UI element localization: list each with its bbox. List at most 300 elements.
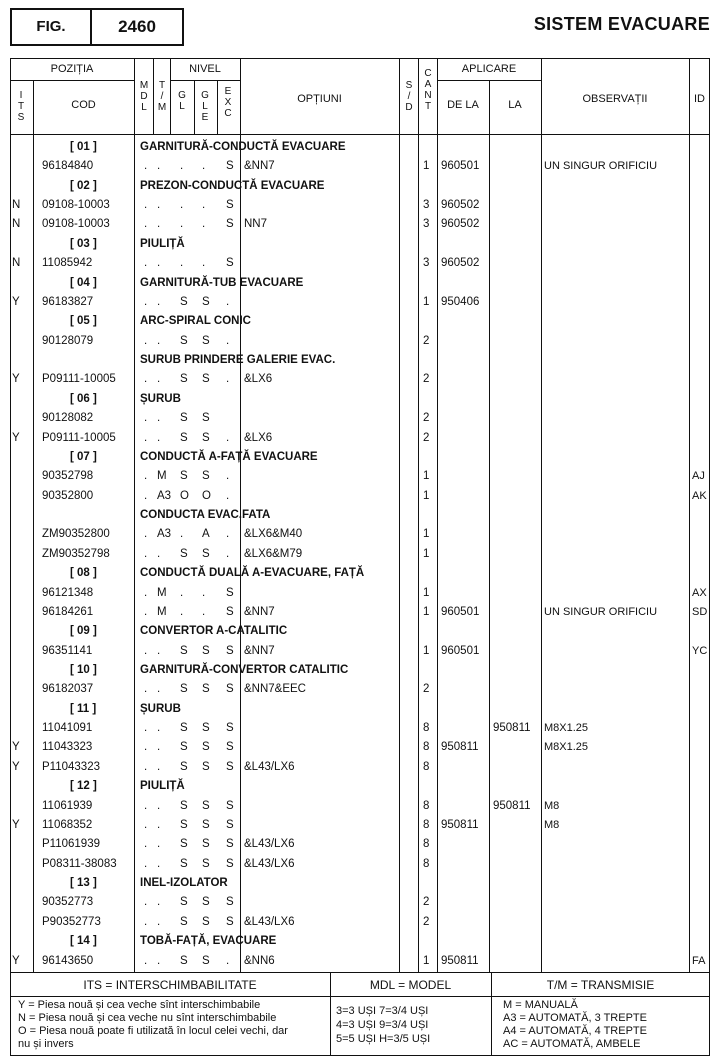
row-gl: . (180, 605, 184, 618)
row-from-date: 950811 (441, 741, 479, 754)
row-exc: S (226, 741, 234, 754)
row-quantity: 1 (423, 470, 430, 483)
row-gle: S (202, 431, 210, 444)
row-from-date: 960501 (441, 160, 480, 173)
position-number: [ 11 ] (70, 702, 97, 715)
row-its: Y (12, 954, 20, 967)
row-gle: . (202, 586, 206, 599)
header-nivel: NIVEL (189, 63, 221, 75)
row-quantity: 3 (423, 218, 430, 231)
position-number: [ 01 ] (70, 141, 97, 153)
row-from-date: 960501 (441, 605, 480, 618)
row-exc: S (226, 199, 234, 212)
row-mdl: . (144, 818, 148, 831)
row-code: 96351141 (42, 644, 93, 657)
row-gl: S (180, 760, 188, 773)
part-description: ARC-SPIRAL CONIC (140, 315, 251, 328)
row-tm: . (157, 915, 161, 928)
row-exc: . (226, 334, 230, 347)
row-quantity: 8 (423, 838, 430, 851)
part-description: ȘURUB (140, 392, 181, 405)
header-optiuni: OPȚIUNI (297, 93, 342, 105)
row-gle: S (202, 741, 210, 754)
header-exc: E X C (224, 86, 232, 119)
row-gle: S (202, 896, 210, 909)
row-exc: S (226, 838, 234, 851)
row-code: 90128082 (42, 412, 94, 425)
row-exc: . (226, 489, 230, 502)
row-exc: S (226, 605, 234, 618)
row-exc: S (226, 722, 234, 735)
row-exc: . (226, 373, 230, 386)
row-exc: S (226, 799, 234, 812)
row-to-date: 950811 (493, 799, 531, 812)
position-number: [ 12 ] (70, 780, 97, 793)
row-exc: . (226, 470, 230, 483)
footer-title-line (10, 996, 710, 997)
row-quantity: 1 (423, 160, 430, 173)
row-code: 90352800 (42, 489, 94, 502)
row-quantity: 1 (423, 547, 430, 560)
row-tm: . (157, 644, 161, 657)
row-options: &L43/LX6 (244, 915, 295, 928)
row-gl: S (180, 741, 188, 754)
row-code: 11043323 (42, 741, 93, 754)
row-gl: S (180, 896, 188, 909)
row-quantity: 1 (423, 295, 430, 308)
row-mdl: . (144, 373, 148, 386)
col-line (541, 58, 542, 972)
row-code: P11043323 (42, 760, 100, 773)
row-id: SD (692, 605, 708, 618)
row-tm: . (157, 857, 161, 870)
part-description: PIULIȚĂ (140, 780, 185, 793)
position-number: [ 13 ] (70, 877, 97, 890)
row-code: P09111-10005 (42, 431, 116, 444)
fig-number: 2460 (118, 17, 156, 36)
col-line (437, 58, 438, 972)
row-tm: M (157, 586, 167, 599)
row-its: Y (12, 431, 20, 444)
row-options: &NN7 (244, 605, 275, 618)
row-gl: O (180, 489, 189, 502)
footer-top-line (10, 972, 710, 973)
row-quantity: 8 (423, 857, 430, 870)
header-aplicare: APLICARE (461, 63, 517, 75)
row-mdl: . (144, 470, 148, 483)
row-quantity: 8 (423, 741, 430, 754)
row-gl: S (180, 915, 188, 928)
row-tm: . (157, 760, 161, 773)
row-tm: . (157, 412, 161, 425)
header-cod: COD (71, 99, 96, 111)
row-options: &NN7 (244, 160, 275, 173)
row-observations: UN SINGUR ORIFICIU (544, 160, 658, 173)
row-code: 96121348 (42, 586, 94, 599)
part-description: CONDUCTĂ A-FAȚĂ EVACUARE (140, 450, 318, 463)
row-gle: S (202, 547, 210, 560)
row-options: &LX6 (244, 373, 273, 386)
header-divider (10, 80, 134, 81)
row-exc: . (226, 547, 230, 560)
part-description: PREZON-CONDUCTĂ EVACUARE (140, 179, 325, 192)
header-its: I T S (17, 90, 25, 123)
row-quantity: 8 (423, 760, 430, 773)
row-gle: S (202, 799, 210, 812)
row-its: N (12, 218, 21, 231)
row-gle: . (202, 199, 206, 212)
row-observations: M8 (544, 818, 560, 831)
row-observations: M8X1.25 (544, 722, 589, 735)
row-quantity: 1 (423, 605, 430, 618)
header-pozitia: POZIȚIA (50, 63, 94, 75)
col-line (194, 80, 195, 134)
row-gle: S (202, 838, 210, 851)
row-gl: . (180, 199, 184, 212)
row-from-date: 950406 (441, 295, 480, 308)
position-number: [ 06 ] (70, 392, 97, 405)
row-quantity: 8 (423, 818, 430, 831)
col-line (153, 58, 154, 134)
row-exc: S (226, 257, 234, 270)
row-gle: S (202, 683, 210, 696)
header-la: LA (508, 99, 522, 111)
part-description: GARNITURĂ-CONVERTOR CATALITIC (140, 663, 349, 676)
row-tm: M (157, 470, 167, 483)
row-gl: S (180, 431, 188, 444)
position-number: [ 14 ] (70, 935, 97, 948)
row-mdl: . (144, 683, 148, 696)
row-id: AJ (692, 470, 705, 483)
row-code: 90128079 (42, 334, 94, 347)
row-quantity: 1 (423, 489, 430, 502)
row-mdl: . (144, 644, 148, 657)
row-code: P90352773 (42, 915, 101, 928)
part-description: CONDUCTĂ DUALĂ A-EVACUARE, FAȚĂ (140, 567, 365, 580)
part-description: CONVERTOR A-CATALITIC (140, 625, 288, 638)
row-mdl: . (144, 799, 148, 812)
row-quantity: 2 (423, 373, 430, 386)
row-gl: S (180, 295, 188, 308)
row-tm: . (157, 954, 161, 967)
header-gl: G L (178, 90, 186, 112)
header-divider (170, 80, 240, 81)
row-quantity: 3 (423, 257, 430, 270)
row-mdl: . (144, 741, 148, 754)
row-from-date: 960502 (441, 218, 480, 231)
row-mdl: . (144, 605, 148, 618)
row-code: 96184261 (42, 605, 94, 618)
row-mdl: . (144, 431, 148, 444)
row-gle: S (202, 760, 210, 773)
row-mdl: . (144, 528, 148, 541)
row-gl: S (180, 412, 188, 425)
part-description: PIULIȚĂ (140, 237, 185, 250)
footer-mdl-title: MDL = MODEL (369, 978, 452, 992)
row-gl: S (180, 722, 188, 735)
row-code: 96184840 (42, 160, 94, 173)
row-its: Y (12, 741, 20, 754)
row-its: Y (12, 760, 20, 773)
row-mdl: . (144, 160, 148, 173)
row-tm: . (157, 199, 161, 212)
row-gle: S (202, 295, 210, 308)
row-tm: . (157, 683, 161, 696)
header-observatii: OBSERVAȚII (582, 93, 648, 105)
row-gl: S (180, 818, 188, 831)
part-description: ȘURUB (140, 702, 181, 715)
row-its: Y (12, 818, 20, 831)
row-options: NN7 (244, 218, 268, 231)
row-its: N (12, 199, 21, 212)
row-code: 11041091 (42, 722, 93, 735)
col-line (689, 58, 690, 972)
row-gle: A (202, 528, 210, 541)
row-tm: . (157, 295, 161, 308)
parts-table (10, 58, 710, 1056)
position-number: [ 03 ] (70, 237, 97, 250)
row-tm: A3 (157, 528, 172, 541)
row-options: &LX6 (244, 431, 273, 444)
row-exc: S (226, 896, 234, 909)
row-gl: S (180, 547, 188, 560)
row-options: &L43/LX6 (244, 760, 295, 773)
row-gl: . (180, 528, 184, 541)
row-gl: . (180, 586, 184, 599)
row-code: 96143650 (42, 954, 94, 967)
row-quantity: 2 (423, 412, 430, 425)
row-tm: . (157, 373, 161, 386)
row-gle: S (202, 470, 210, 483)
row-mdl: . (144, 722, 148, 735)
position-number: [ 02 ] (70, 179, 97, 192)
row-observations: M8 (544, 799, 560, 812)
row-mdl: . (144, 257, 148, 270)
row-mdl: . (144, 954, 148, 967)
row-tm: . (157, 218, 161, 231)
row-its: Y (12, 373, 20, 386)
row-options: &L43/LX6 (244, 838, 295, 851)
row-mdl: . (144, 586, 148, 599)
row-quantity: 1 (423, 586, 430, 599)
row-code: ZM90352798 (42, 547, 110, 560)
row-gl: S (180, 373, 188, 386)
row-code: 11068352 (42, 818, 93, 831)
part-description: GARNITURĂ-TUB EVACUARE (140, 276, 304, 289)
row-gl: S (180, 857, 188, 870)
row-options: &NN7 (244, 644, 275, 657)
col-line (33, 80, 34, 972)
row-options: &NN6 (244, 954, 275, 967)
row-exc: S (226, 683, 234, 696)
row-observations: M8X1.25 (544, 741, 589, 754)
row-gl: . (180, 257, 184, 270)
row-code: 11061939 (42, 799, 93, 812)
header-mdl: M D L (139, 80, 149, 113)
row-quantity: 2 (423, 334, 430, 347)
footer-its-legend: Y = Piesa nouă și cea veche sînt interschimbabile N = Piesa nouă și cea veche nu sînt interschimbabile O = Piesa nouă poate fi utilizată în locul celei vechi, dar nu și invers (18, 999, 288, 1050)
row-code: 90352773 (42, 896, 94, 909)
row-exc: S (226, 818, 234, 831)
row-tm: . (157, 160, 161, 173)
position-number: [ 05 ] (70, 315, 97, 328)
row-gle: S (202, 915, 210, 928)
row-tm: . (157, 838, 161, 851)
row-code: 09108-10003 (42, 199, 110, 212)
header-id: ID (694, 93, 705, 105)
fig-label: FIG. (12, 10, 92, 44)
row-from-date: 960502 (441, 257, 480, 270)
row-exc: . (226, 431, 230, 444)
row-mdl: . (144, 199, 148, 212)
part-description: CONDUCTA EVAC.FATA (140, 509, 271, 522)
row-mdl: . (144, 915, 148, 928)
row-gle: S (202, 954, 210, 967)
part-description: GARNITURĂ-CONDUCTĂ EVACUARE (140, 141, 346, 153)
row-code: ZM90352800 (42, 528, 110, 541)
row-from-date: 960502 (441, 199, 480, 212)
row-code: P09111-10005 (42, 373, 116, 386)
row-mdl: . (144, 334, 148, 347)
row-tm: A3 (157, 489, 172, 502)
row-tm: . (157, 431, 161, 444)
row-gle: S (202, 644, 210, 657)
row-options: &LX6&M79 (244, 547, 303, 560)
part-description: INEL-IZOLATOR (140, 877, 228, 890)
row-from-date: 950811 (441, 954, 479, 967)
row-gl: S (180, 954, 188, 967)
row-quantity: 3 (423, 199, 430, 212)
row-exc: S (226, 160, 234, 173)
row-gle: S (202, 412, 210, 425)
row-mdl: . (144, 857, 148, 870)
header-tm: T / M (157, 80, 167, 113)
row-quantity: 8 (423, 722, 430, 735)
row-tm: . (157, 722, 161, 735)
row-exc: . (226, 954, 230, 967)
col-line (217, 80, 218, 134)
row-code: P08311-38083 (42, 857, 117, 870)
row-id: AX (692, 586, 707, 599)
row-gl: S (180, 334, 188, 347)
row-tm: . (157, 818, 161, 831)
row-tm: . (157, 257, 161, 270)
row-tm: M (157, 605, 167, 618)
row-gle: . (202, 160, 206, 173)
row-gle: . (202, 218, 206, 231)
row-mdl: . (144, 218, 148, 231)
row-id: AK (692, 489, 707, 502)
row-code: 90352798 (42, 470, 94, 483)
row-quantity: 8 (423, 799, 430, 812)
col-line (489, 80, 490, 972)
row-gl: S (180, 683, 188, 696)
row-tm: . (157, 896, 161, 909)
document-title: SISTEM EVACUARE (533, 14, 710, 34)
row-id: FA (692, 954, 706, 967)
row-gle: . (202, 605, 206, 618)
footer-mdl-legend: 3=3 UȘI 7=3/4 UȘI 4=3 UȘI 9=3/4 UȘI 5=5 UȘI H=3/5 UȘI (336, 1005, 431, 1045)
header-de-la: DE LA (447, 99, 479, 111)
row-options: &L43/LX6 (244, 857, 295, 870)
position-number: [ 07 ] (70, 450, 97, 463)
row-gl: S (180, 470, 188, 483)
row-mdl: . (144, 896, 148, 909)
row-mdl: . (144, 760, 148, 773)
row-quantity: 1 (423, 528, 430, 541)
position-number: [ 04 ] (70, 276, 97, 289)
row-tm: . (157, 334, 161, 347)
row-code: 11085942 (42, 257, 93, 270)
header-gle: G L E (201, 90, 209, 123)
row-gle: S (202, 857, 210, 870)
footer-tm-title: T/M = TRANSMISIE (546, 978, 655, 992)
row-tm: . (157, 741, 161, 754)
row-quantity: 2 (423, 431, 430, 444)
row-exc: S (226, 915, 234, 928)
header-sd: S / D (405, 80, 413, 113)
col-line (399, 58, 400, 972)
row-gl: . (180, 218, 184, 231)
row-gl: . (180, 160, 184, 173)
row-from-date: 960501 (441, 644, 480, 657)
row-options: &NN7&EEC (244, 683, 306, 696)
part-description: TOBĂ-FAȚĂ, EVACUARE (140, 935, 277, 948)
row-quantity: 2 (423, 683, 430, 696)
row-from-date: 950811 (441, 818, 479, 831)
position-number: [ 08 ] (70, 567, 97, 580)
row-its: Y (12, 295, 20, 308)
row-tm: . (157, 799, 161, 812)
row-gle: O (202, 489, 211, 502)
row-code: 09108-10003 (42, 218, 110, 231)
row-exc: . (226, 528, 230, 541)
col-line (134, 58, 135, 972)
row-exc: . (226, 295, 230, 308)
row-gl: S (180, 644, 188, 657)
row-gle: S (202, 373, 210, 386)
row-gle: S (202, 334, 210, 347)
row-code: P11061939 (42, 838, 100, 851)
position-number: [ 09 ] (70, 625, 97, 638)
row-mdl: . (144, 489, 148, 502)
row-id: YC (692, 644, 708, 657)
row-exc: S (226, 586, 234, 599)
row-tm: . (157, 547, 161, 560)
row-gl: S (180, 799, 188, 812)
header-cant: C A N T (424, 68, 432, 112)
row-options: &LX6&M40 (244, 528, 303, 541)
row-quantity: 2 (423, 896, 430, 909)
row-observations: UN SINGUR ORIFICIU (544, 605, 658, 618)
row-mdl: . (144, 295, 148, 308)
header-bottom-line (10, 134, 710, 135)
row-quantity: 2 (423, 915, 430, 928)
row-gle: S (202, 722, 210, 735)
row-exc: S (226, 218, 234, 231)
footer-tm-legend: M = MANUALĂ A3 = AUTOMATĂ, 3 TREPTE A4 = AUTOMATĂ, 4 TREPTE AC = AUTOMATĂ, AMBELE (503, 999, 647, 1050)
row-mdl: . (144, 412, 148, 425)
row-exc: S (226, 760, 234, 773)
footer-its-title: ITS = INTERSCHIMBABILITATE (83, 978, 257, 992)
part-description: SURUB PRINDERE GALERIE EVAC. (140, 354, 336, 367)
row-exc: S (226, 644, 234, 657)
row-code: 96182037 (42, 683, 94, 696)
row-mdl: . (144, 838, 148, 851)
position-number: [ 10 ] (70, 663, 97, 676)
row-gle: S (202, 818, 210, 831)
row-gle: . (202, 257, 206, 270)
